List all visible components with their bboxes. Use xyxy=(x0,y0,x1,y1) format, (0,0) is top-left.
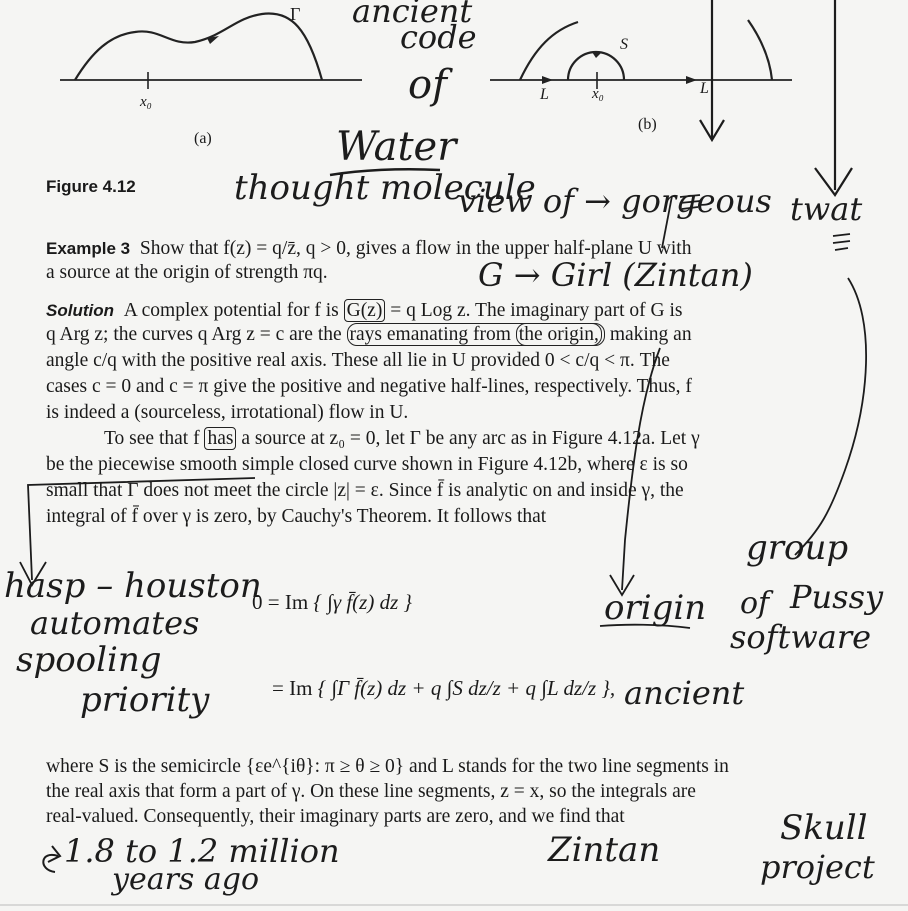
handwriting-ancient-top: ancient xyxy=(352,0,473,30)
handwriting-group: group xyxy=(746,528,849,568)
equation-1 xyxy=(252,590,412,615)
solution-line-7: be the piecewise smooth simple closed curve shown in Figure 4.12b, where ε is so xyxy=(46,454,688,475)
handwriting-thought-molecule: thought molecule xyxy=(234,168,536,208)
solution-line-6 xyxy=(104,428,700,450)
handwriting-water: Water xyxy=(336,124,457,170)
figure-b-s-label: S xyxy=(620,36,628,53)
figure-b-l-right-label: L xyxy=(700,80,709,97)
handwriting-project: project xyxy=(760,848,875,886)
after-line-2: the real axis that form a part of γ. On these line segments, z = x, so the integrals are xyxy=(46,781,696,802)
figure-b-x0-label: x₀ xyxy=(592,86,604,102)
equation-2 xyxy=(272,676,615,701)
handwriting-automates: automates xyxy=(30,604,200,642)
solution-text-1c: = q Log z. The imaginary part of G is xyxy=(390,300,683,321)
figure-b-l-left-label: L xyxy=(540,86,549,103)
handwriting-priority: priority xyxy=(80,680,210,720)
figure-caption: Figure 4.12 xyxy=(46,177,136,196)
handwriting-of-2: of xyxy=(740,586,770,621)
boxed-g-of-z: G(z) xyxy=(344,299,386,322)
solution-line-1 xyxy=(46,300,682,322)
after-line-3: real-valued. Consequently, their imaginary parts are zero, and we find that xyxy=(46,806,625,827)
handwriting-of: of xyxy=(408,62,447,108)
handwriting-years-ago: years ago xyxy=(112,862,260,897)
figure-a-diagram xyxy=(60,14,362,89)
solution-line-3: angle c/q with the positive real axis. These all lie in U provided 0 < c/q < π. The xyxy=(46,350,670,371)
handwriting-million-years: 1.8 to 1.2 million xyxy=(64,832,340,870)
equation-2-rhs: { ∫Γ f̄(z) dz + q ∫S dz/z + q ∫L dz/z }, xyxy=(317,676,616,700)
handwriting-software: software xyxy=(730,618,872,656)
figure-a-x0-label: x₀ xyxy=(140,94,152,110)
handwriting-code: code xyxy=(400,18,477,56)
equation-1-lhs: 0 = Im xyxy=(252,590,309,614)
figure-a-sublabel: (a) xyxy=(194,130,212,147)
after-line-1: where S is the semicircle {εe^{iθ}: π ≥ θ ≥ 0} and L stands for the two line segments in xyxy=(46,756,729,777)
equation-1-rhs: { ∫γ f̄(z) dz } xyxy=(313,590,412,614)
solution-heading: Solution xyxy=(46,301,114,320)
solution-text-2a: q Arg z; the curves q Arg z = c are the xyxy=(46,324,342,345)
handwriting-g-girl-zintan: G → Girl (Zintan) xyxy=(478,256,753,294)
equation-2-lhs: = Im xyxy=(272,676,313,700)
handwriting-pussy: Pussy xyxy=(790,578,884,616)
handwriting-view-of-gorgeous: view of → gorgeous xyxy=(458,182,772,220)
handwriting-skull: Skull xyxy=(780,808,868,848)
solution-line-5: is indeed a (sourceless, irrotational) flow in U. xyxy=(46,402,409,423)
example-text-1: Show that f(z) = q/z̄, q > 0, gives a flow in the upper half-plane U with xyxy=(139,238,692,259)
figure-b-diagram xyxy=(490,20,792,89)
handwriting-ancient: ancient xyxy=(624,674,745,712)
solution-text-1a: A complex potential for f is xyxy=(123,300,339,321)
handwriting-origin: origin xyxy=(604,588,707,628)
solution-text-2d: making an xyxy=(609,324,692,345)
circled-origin-phrase: the origin, xyxy=(516,323,602,346)
solution-text-6c: a source at z₀ = 0, let Γ be any arc as in Figure 4.12a. Let γ xyxy=(241,428,700,449)
handwriting-zintan: Zintan xyxy=(548,830,661,870)
example-line-2: a source at the origin of strength πq. xyxy=(46,262,328,283)
solution-line-9: integral of f̄ over γ is zero, by Cauchy's Theorem. It follows that xyxy=(46,506,547,527)
figure-a-gamma-label: Γ xyxy=(290,4,301,24)
handwriting-twat: twat xyxy=(790,190,863,228)
rays-text: rays emanating from xyxy=(349,324,511,345)
solution-line-8: small that Γ does not meet the circle |z| = ε. Since f̄ is analytic on and inside γ, the xyxy=(46,480,684,501)
handwriting-spooling: spooling xyxy=(16,640,162,680)
handwriting-hasp-houston: hasp – houston xyxy=(4,566,262,606)
circled-rays-phrase xyxy=(347,323,605,346)
boxed-has: has xyxy=(204,427,236,450)
solution-line-4: cases c = 0 and c = π give the positive and negative half-lines, respectively. Thus, f xyxy=(46,376,692,397)
solution-line-2 xyxy=(46,324,692,346)
solution-text-6a: To see that f xyxy=(104,428,200,449)
figure-b-sublabel: (b) xyxy=(638,116,657,133)
example-heading: Example 3 xyxy=(46,239,131,258)
